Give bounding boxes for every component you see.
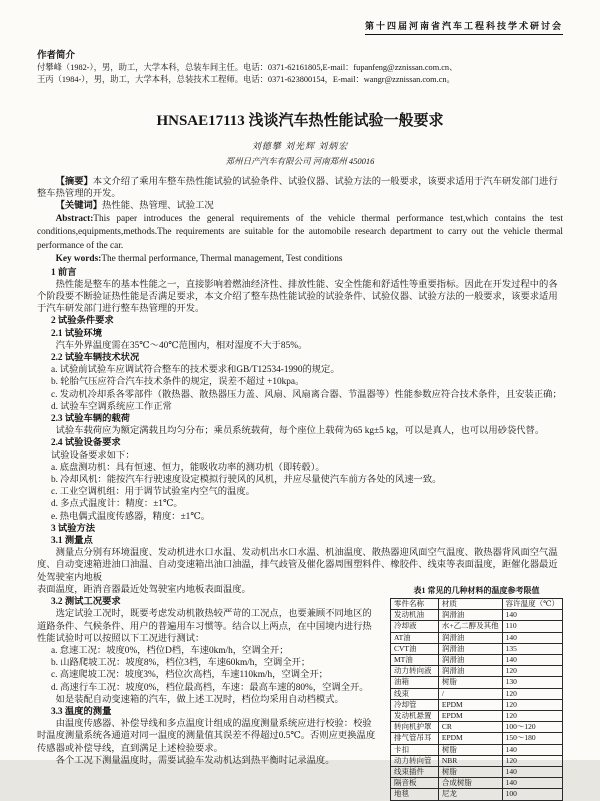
paper-authors: 刘德攀 刘光辉 刘炳宏 [251, 141, 349, 151]
list-item: b. 轮胎气压应符合汽车技术条件的规定，误差不超过 +10kpa。 [50, 377, 305, 388]
section-3-2-items [37, 645, 379, 694]
table-cell-allowable-temp: 110 [502, 621, 562, 632]
table-cell-allowable-temp: 150～180 [502, 733, 562, 744]
table-row [391, 778, 563, 789]
table-row [391, 621, 563, 632]
abstract-en-text: This paper introduces the general requirements of the vehicle thermal performance test,which contains the test conditions,equipments,methods.The requirements are suitable for the automobile research department to carry out the vehicle thermal performance of the car. [37, 213, 563, 251]
section-heading-3-1: 3.1 测量点 [50, 536, 93, 547]
section-heading-3: 3 试验方法 [50, 523, 96, 534]
list-item: a. 怠速工况：坡度0%，档位D档，车速0km/h，空调全开； [50, 645, 289, 656]
table-cell-part-name: 发动机油 [391, 610, 439, 621]
table-cell-part-name: 冷却管 [391, 699, 439, 710]
keywords-cn [37, 200, 563, 212]
section-1-paragraph: 热性能是整车的基本性能之一，直接影响着燃油经济性、排放性能、安全性能和舒适性等重要指标。因此在开发过程中的各个阶段要不断验证热性能是否满足要求，本文介绍了整车热性能试验的试验条件、试验仪器、试验方法的一般要求，该要求适用于汽车研发部门进行整车热管理的开发。 [37, 279, 558, 315]
section-3-3-paragraph-2: 各个工况下测量温度时，需要试验车发动机达到热平衡时记录温度。 [55, 755, 335, 766]
keywords-en-text: The thermal performance, Thermal management, Test conditions [101, 254, 343, 265]
table-row [391, 699, 563, 710]
table-cell-part-name: CVT油 [391, 643, 439, 654]
paper-body [37, 176, 563, 801]
paper-title: HNSAE17113 浅谈汽车热性能试验一般要求 [156, 113, 444, 129]
table-cell-part-name: 转向机护罩 [391, 722, 439, 733]
table-row [391, 632, 563, 643]
table-cell-allowable-temp: 120 [502, 699, 562, 710]
list-item: b. 冷却风机：能按汽车行驶速度设定模拟行驶风的风机，并应尽量使汽车前方各处的风速一致。 [50, 475, 442, 486]
table-cell-material: 树脂 [438, 766, 502, 777]
table-header-allowable-temp: 容许温度（℃） [502, 598, 562, 609]
keywords-cn-text: 热性能、热管理、试验工况 [102, 201, 214, 212]
table-cell-material: 润滑油 [438, 643, 502, 654]
abstract-en [37, 213, 563, 254]
table-cell-allowable-temp: 140 [502, 632, 562, 643]
list-item: a. 试验前试验车应调试符合整车的技术要求和GB/T12534-1990的规定。 [50, 365, 340, 376]
table-cell-material: EPDM [438, 710, 502, 721]
table-header-part-name: 零件名称 [391, 598, 439, 609]
list-item: d. 高速行车工况：坡度0%，档位最高档，车速：最高车速的80%，空调全开。 [50, 682, 369, 693]
table-row [391, 744, 563, 755]
abstract-en-label: Abstract: [55, 213, 94, 224]
table-cell-allowable-temp: 120 [502, 710, 562, 721]
section-3-1-paragraph: 测量点分别有环境温度、发动机进水口水温、发动机出水口水温、机油温度、散热器迎风面空气温度、散热器背风面空气温度、自动变速箱进油口油温、自动变速箱出油口油温，排气歧管及催化器周围塑料件、橡胶件、线束等表面温度，距催化器最近处驾驶室内地板 [37, 548, 558, 583]
table-cell-material: CR [438, 722, 502, 733]
materials-temperature-table [390, 598, 563, 801]
table-cell-allowable-temp: 100～120 [502, 722, 562, 733]
section-3-2-paragraph: 选定试验工况时，既要考虑发动机散热较严苛的工况点，也要兼顾不同地区的道路条件、气候条件、用户的普遍用车习惯等。结合以上两点，在中国境内进行热性能试验时可以按照以下工况进行测试： [37, 609, 372, 644]
list-item: d. 试验车空调系统应工作正常 [50, 401, 172, 412]
author-intro-line-1: 付攀峰（1982-），男，助工，大学本科，总装车间主任。电话：0371-62161805,E-mail：fupanfeng@zznissan.com.cn、 [37, 63, 458, 72]
table-cell-material: 润滑油 [438, 632, 502, 643]
table-cell-part-name: AT油 [391, 632, 439, 643]
table-cell-part-name: 地毯 [391, 789, 439, 800]
table-cell-part-name: 卡扣 [391, 744, 439, 755]
section-2-2-items [37, 364, 563, 413]
table-cell-material: 润滑油 [438, 666, 502, 677]
table-cell-allowable-temp: 100 [502, 789, 562, 800]
table-row [391, 755, 563, 766]
list-item: d. 多点式温度计：精度：±1℃。 [50, 499, 183, 510]
table-row [391, 666, 563, 677]
list-item: b. 山路爬坡工况：坡度8%，档位3档，车速60km/h，空调全开； [50, 658, 311, 669]
section-heading-1: 1 前言 [50, 267, 77, 278]
table-cell-material: 水+乙二醇及其他 [438, 621, 502, 632]
table-cell-material: EPDM [438, 699, 502, 710]
table-row [391, 733, 563, 744]
two-column-region [37, 584, 563, 801]
abstract-cn-text: 本文介绍了乘用车整车热性能试验的试验条件、试验仪器、试验方法的一般要求，该要求适用于汽车研发部门进行整车热管理的开发。 [37, 177, 558, 200]
table-body [391, 610, 563, 800]
table-header-row [391, 598, 563, 609]
table-row [391, 643, 563, 654]
section-2-4-items [37, 462, 563, 523]
abstract-cn-label: 【摘要】 [55, 177, 93, 187]
section-3-1-paragraph-continued: 表面温度，距消音器最近处驾驶室内地板表面温度。 [37, 584, 251, 595]
list-item: c. 工业空调机组：用于调节试验室内空气的温度。 [50, 487, 255, 498]
table-row [391, 610, 563, 621]
table-row [391, 722, 563, 733]
table-row [391, 677, 563, 688]
table-cell-allowable-temp: 120 [502, 666, 562, 677]
list-item: c. 发动机冷却系各零部件（散热器、散热器压力盖、风扇、风扇离合器、节温器等）性能参数应符合技术条件，且安装正确； [50, 389, 562, 400]
table-cell-material: 润滑油 [438, 610, 502, 621]
table-cell-material: EPDM [438, 733, 502, 744]
section-2-1-paragraph: 汽车外界温度需在35℃～40℃范围内，相对湿度不大于85%。 [55, 340, 308, 351]
table-cell-allowable-temp: 130 [502, 677, 562, 688]
section-2-4-intro: 试验设备要求如下： [50, 450, 135, 461]
table-row [391, 766, 563, 777]
table-cell-part-name: 隔音板 [391, 778, 439, 789]
section-heading-2-1: 2.1 试验环境 [50, 328, 103, 339]
section-heading-2: 2 试验条件要求 [50, 316, 114, 327]
left-column [37, 584, 379, 767]
table-cell-allowable-temp: 120 [502, 755, 562, 766]
table-cell-part-name: 发动机悬置 [391, 710, 439, 721]
section-heading-2-3: 2.3 试验车辆的载荷 [50, 414, 130, 425]
list-item: e. 热电偶式温度传感器，精度：±1℃。 [50, 511, 211, 522]
table-cell-part-name: 线束 [391, 688, 439, 699]
table-cell-allowable-temp: 120 [502, 688, 562, 699]
table-row [391, 654, 563, 665]
table-cell-material: 尼龙 [438, 789, 502, 800]
table-cell-part-name: 排气管吊耳 [391, 733, 439, 744]
conference-header-row [37, 16, 563, 35]
list-item: a. 底盘测功机：具有恒速、恒力，能吸收功率的测功机（即转毂）。 [50, 462, 325, 473]
table-cell-material: 树脂 [438, 744, 502, 755]
table-cell-part-name: 线束插件 [391, 766, 439, 777]
keywords-en [37, 253, 563, 267]
table-cell-material: / [438, 688, 502, 699]
section-heading-2-2: 2.2 试验车辆技术状况 [50, 353, 140, 364]
table-cell-material: NBR [438, 755, 502, 766]
table-header-material: 材质 [438, 598, 502, 609]
table-cell-part-name: 冷却液 [391, 621, 439, 632]
table-cell-part-name: MT油 [391, 654, 439, 665]
section-heading-2-4: 2.4 试验设备要求 [50, 438, 121, 449]
section-heading-3-2: 3.2 测试工况要求 [50, 597, 121, 608]
right-column [390, 584, 563, 801]
paper-affiliation: 郑州日产汽车有限公司 河南郑州 450016 [225, 156, 375, 166]
table-cell-material: 树脂 [438, 677, 502, 688]
table-cell-allowable-temp: 140 [502, 766, 562, 777]
table-cell-material: 润滑油 [438, 654, 502, 665]
table-row [391, 688, 563, 699]
table-row [391, 789, 563, 800]
section-heading-3-3: 3.3 温度的测量 [50, 706, 112, 717]
table-cell-part-name: 动力转向管 [391, 755, 439, 766]
abstract-cn [37, 176, 563, 200]
conference-header: 第十四届河南省汽车工程科技学术研讨会 [365, 19, 563, 35]
table-cell-allowable-temp: 140 [502, 778, 562, 789]
keywords-cn-label: 【关键词】 [55, 201, 103, 212]
table-cell-part-name: 动力转向液 [391, 666, 439, 677]
author-intro-line-2: 王丙（1984-），男，助工，大学本科，总装技术工程师。电话：0371-623800154，E-mail：wangr@zznissan.com.cn。 [37, 74, 455, 84]
keywords-en-label: Key words: [55, 254, 102, 265]
table-cell-allowable-temp: 135 [502, 643, 562, 654]
section-2-3-paragraph: 试验车载荷应为额定满载且均匀分布；乘员系统载荷，每个座位上载荷为65 kg±5 kg，可以是真人，也可以用砂袋代替。 [55, 426, 545, 437]
section-3-2-note: 如是装配自动变速箱的汽车，做上述工况时，档位均采用自动档模式。 [55, 694, 344, 705]
author-intro-heading: 作者简介 [37, 51, 76, 61]
list-item: c. 高速爬坡工况：坡度3%，档位次高档，车速110km/h，空调全开； [50, 670, 328, 681]
author-intro [37, 50, 563, 85]
table-cell-material: 合成树脂 [438, 778, 502, 789]
table-cell-allowable-temp: 140 [502, 610, 562, 621]
table-cell-part-name: 油箱 [391, 677, 439, 688]
table-cell-allowable-temp: 140 [502, 744, 562, 755]
table-title: 表1 常见的几种材料的温度参考限值 [413, 585, 540, 595]
section-3-3-paragraph: 由温度传感器、补偿导线和多点温度计组成的温度测量系统应进行校验：校验时温度测量系统各通道对同一温度的测量值其误差不得超过0.5℃。否则应更换温度传感器或补偿导线，直到满足上述检验要求。 [37, 719, 376, 754]
table-row [391, 710, 563, 721]
table-cell-allowable-temp: 140 [502, 654, 562, 665]
